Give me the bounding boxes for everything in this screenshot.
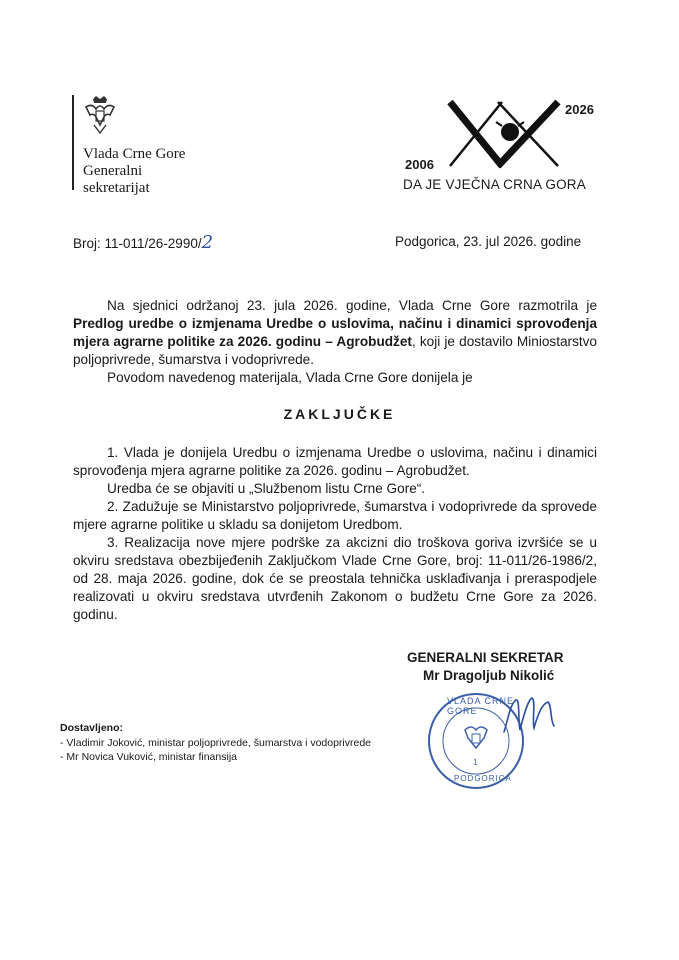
conclusion-item-1b: Uredba će se objaviti u „Službenom listu Crne Gore“. bbox=[107, 481, 426, 496]
place-and-date: Podgorica, 23. jul 2026. godine bbox=[395, 234, 582, 249]
distribution-item: - Mr Novica Vuković, ministar finansija bbox=[60, 751, 237, 763]
signature-title: GENERALNI SEKRETAR bbox=[407, 650, 564, 665]
stamp-city: PODGORICA bbox=[454, 774, 512, 783]
intro-text-start: Na sjednici održanoj 23. jula 2026. godine, Vlada Crne Gore razmotrila je bbox=[107, 298, 597, 313]
intro-line2: Povodom navedenog materijala, Vlada Crne Gore donijela je bbox=[107, 370, 473, 385]
anniversary-year-end: 2026 bbox=[565, 102, 594, 117]
conclusion-item-3: 3. Realizacija nove mjere podrške za akcizni dio troškova goriva izvršiće se u okviru sredstava obezbijeđenih Zaključkom Vlade Crne Gore, broj: 11-011/26-1986/2, od 28. maja 2026. godine, dok će se preostala tehnička usklađivanja i preraspodjele realizovati u okviru sredstava utvrđenih Zakonom o budžetu Crne Gore za 2026. godinu. bbox=[73, 535, 597, 622]
distribution-label: Dostavljeno: bbox=[60, 722, 124, 734]
anniversary-year-start: 2006 bbox=[405, 157, 434, 172]
conclusion-item-2: 2. Zadužuje se Ministarstvo poljoprivrede, šumarstva i vodoprivrede da sprovede mjere agrarne politike u skladu sa donijetom Uredbom. bbox=[73, 499, 597, 532]
intro-text-bold: Predlog uredbe o izmjenama Uredbe o uslovima, načinu i dinamici sprovođenja mjera agrarne politike za 2026. godinu – Agrobudžet bbox=[73, 316, 597, 349]
conclusions-list bbox=[73, 444, 597, 624]
org-name: Vlada Crne Gore bbox=[83, 146, 186, 162]
org-unit-line1: Generalni bbox=[83, 163, 143, 179]
document-number-text: Broj: 11-011/26-2990/ bbox=[73, 236, 202, 251]
conclusion-item-1: 1. Vlada je donijela Uredbu o izmjenama Uredbe o uslovima, načinu i dinamici sprovođenja mjera agrarne politike za 2026. godinu – Agrobudžet. bbox=[73, 445, 597, 478]
handwritten-signature-icon bbox=[500, 690, 560, 740]
stamp-text-top: VLADA CRNE GORE bbox=[447, 696, 515, 716]
section-title: ZAKLJUČKE bbox=[283, 406, 396, 422]
signature-name: Mr Dragoljub Nikolić bbox=[423, 668, 555, 683]
document-number bbox=[73, 232, 213, 253]
intro-paragraph bbox=[73, 297, 597, 387]
intro-text-end: , koji je dostavilo Miniostarstvo poljoprivrede, šumarstva i vodoprivrede. bbox=[73, 334, 597, 367]
handwritten-signature bbox=[500, 690, 560, 740]
anniversary-slogan: DA JE VJEČNA CRNA GORA bbox=[403, 177, 586, 192]
montenegro-coat-of-arms-icon bbox=[83, 95, 117, 135]
header-divider-line bbox=[72, 95, 74, 190]
distribution-item: - Vladimir Joković, ministar poljoprivrede, šumarstva i vodoprivrede bbox=[60, 737, 372, 749]
stamp-number: 1 bbox=[473, 758, 478, 767]
handwritten-number: 2 bbox=[201, 232, 214, 253]
org-unit-line2: sekretarijat bbox=[83, 180, 150, 196]
